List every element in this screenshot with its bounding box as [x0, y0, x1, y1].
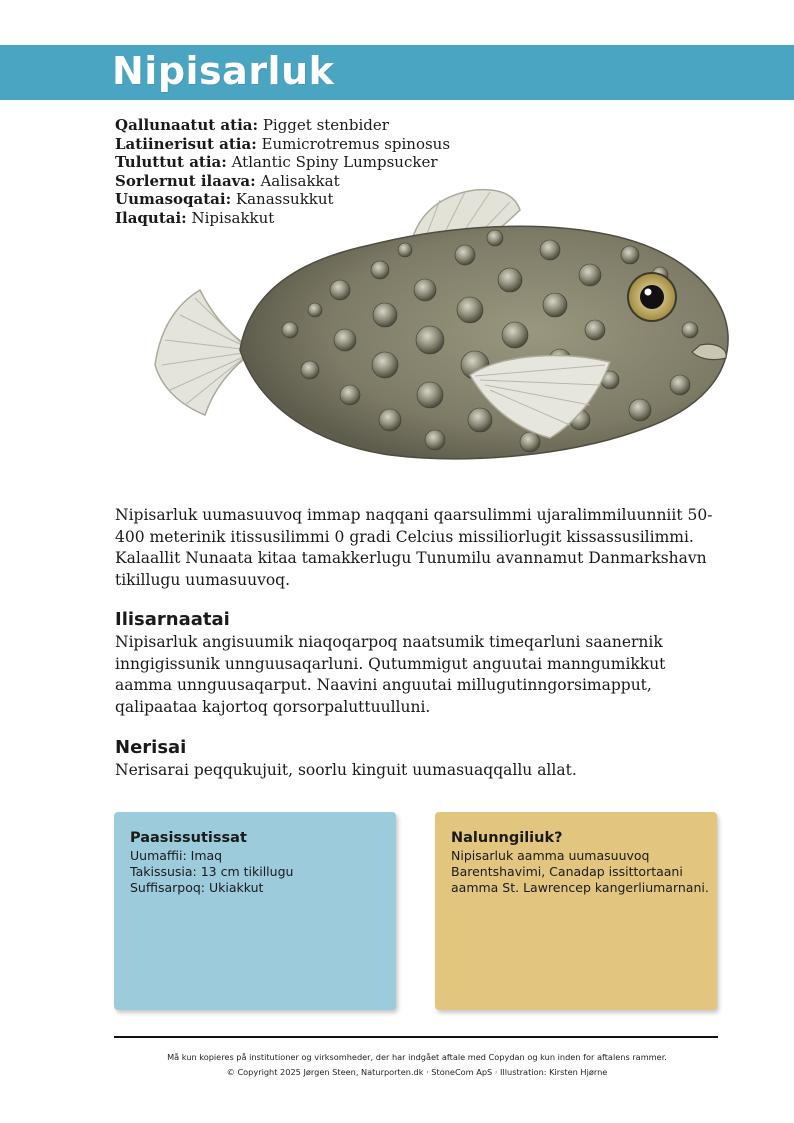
fact-value: Aalisakkat — [260, 171, 340, 190]
fact-value: Kanassukkut — [235, 190, 334, 209]
info-box-line: Nipisarluk aamma uumasuuvoq — [451, 848, 650, 863]
info-box-facts — [114, 812, 396, 1010]
fact-row — [115, 172, 450, 191]
fact-row — [115, 135, 450, 154]
footer-divider — [114, 1036, 718, 1038]
section-paragraph: Nerisarai peqqukujuit, soorlu kinguit uumasuaqqallu allat. — [115, 761, 577, 779]
info-box-line: Suffisarpoq: Ukiakkut — [130, 880, 264, 895]
fact-row — [115, 153, 450, 172]
fact-value: Nipisakkut — [191, 208, 275, 227]
fact-row — [115, 190, 450, 209]
facts-list — [115, 116, 450, 228]
fact-value: Atlantic Spiny Lumpsucker — [231, 153, 438, 172]
fact-label: Tuluttut atia: — [115, 153, 227, 172]
section-heading: Nerisai — [115, 737, 187, 758]
info-box-line: Uumaffii: Imaq — [130, 848, 223, 863]
tail-fin — [155, 290, 255, 415]
info-box-did-you-know — [435, 812, 717, 1010]
fact-label: Qallunaatut atia: — [115, 116, 259, 134]
info-box-title: Nalunngiliuk? — [451, 830, 563, 846]
footer-copyright: © Copyright 2025 Jørgen Steen, Naturporten.dk · StoneCom ApS · Illustration: Kirsten Hjørne — [226, 1067, 608, 1077]
info-box-line: Takissusia: 13 cm tikillugu — [130, 864, 294, 879]
info-box-line: aamma St. Lawrencep kangerliumarnani. — [451, 880, 709, 895]
section-heading: Ilisarnaatai — [115, 609, 230, 630]
title-band — [0, 45, 794, 100]
fact-label: Sorlernut ilaava: — [115, 171, 256, 190]
intro-paragraph: Nipisarluk uumasuuvoq immap naqqani qaarsulimmi ujaralimmiluunniit 50-400 meterinik itissusilimmi 0 gradi Celcius missiliorlugit kissassusilimmi. Kalaallit Nunaata kitaa tamakkerlugu Tunumilu avannamut Danmarkshavn tikillugu uumasuuvoq. — [115, 506, 713, 589]
fact-row — [115, 116, 450, 135]
fact-label: Latiinerisut atia: — [115, 134, 257, 153]
info-box-line: Barentshavimi, Canadap issittortaani — [451, 864, 683, 879]
info-box-title: Paasissutissat — [130, 830, 247, 846]
info-box-lines — [451, 848, 711, 896]
fact-label: Ilaqutai: — [115, 208, 187, 227]
fact-value: Eumicrotremus spinosus — [261, 134, 451, 153]
section-paragraph: Nipisarluk angisuumik niaqoqarpoq naatsumik timeqarluni saanernik inngigissunik unnguusaqarluni. Qutummigut anguutai manngumikkut aamma unnguusaqarput. Naavini anguutai millugutinngorsimapput, qalipaataa kajortoq qorsorpaluttuulluni. — [115, 633, 666, 716]
footer-license: Må kun kopieres på institutioner og virksomheder, der har indgået aftale med Copydan og kun inden for aftalens rammer. — [167, 1052, 667, 1062]
page-title: Nipisarluk — [112, 49, 335, 93]
info-box-lines — [130, 848, 390, 896]
fact-row — [115, 209, 450, 228]
fact-value: Pigget stenbider — [262, 116, 389, 134]
fact-label: Uumasoqatai: — [115, 190, 232, 209]
